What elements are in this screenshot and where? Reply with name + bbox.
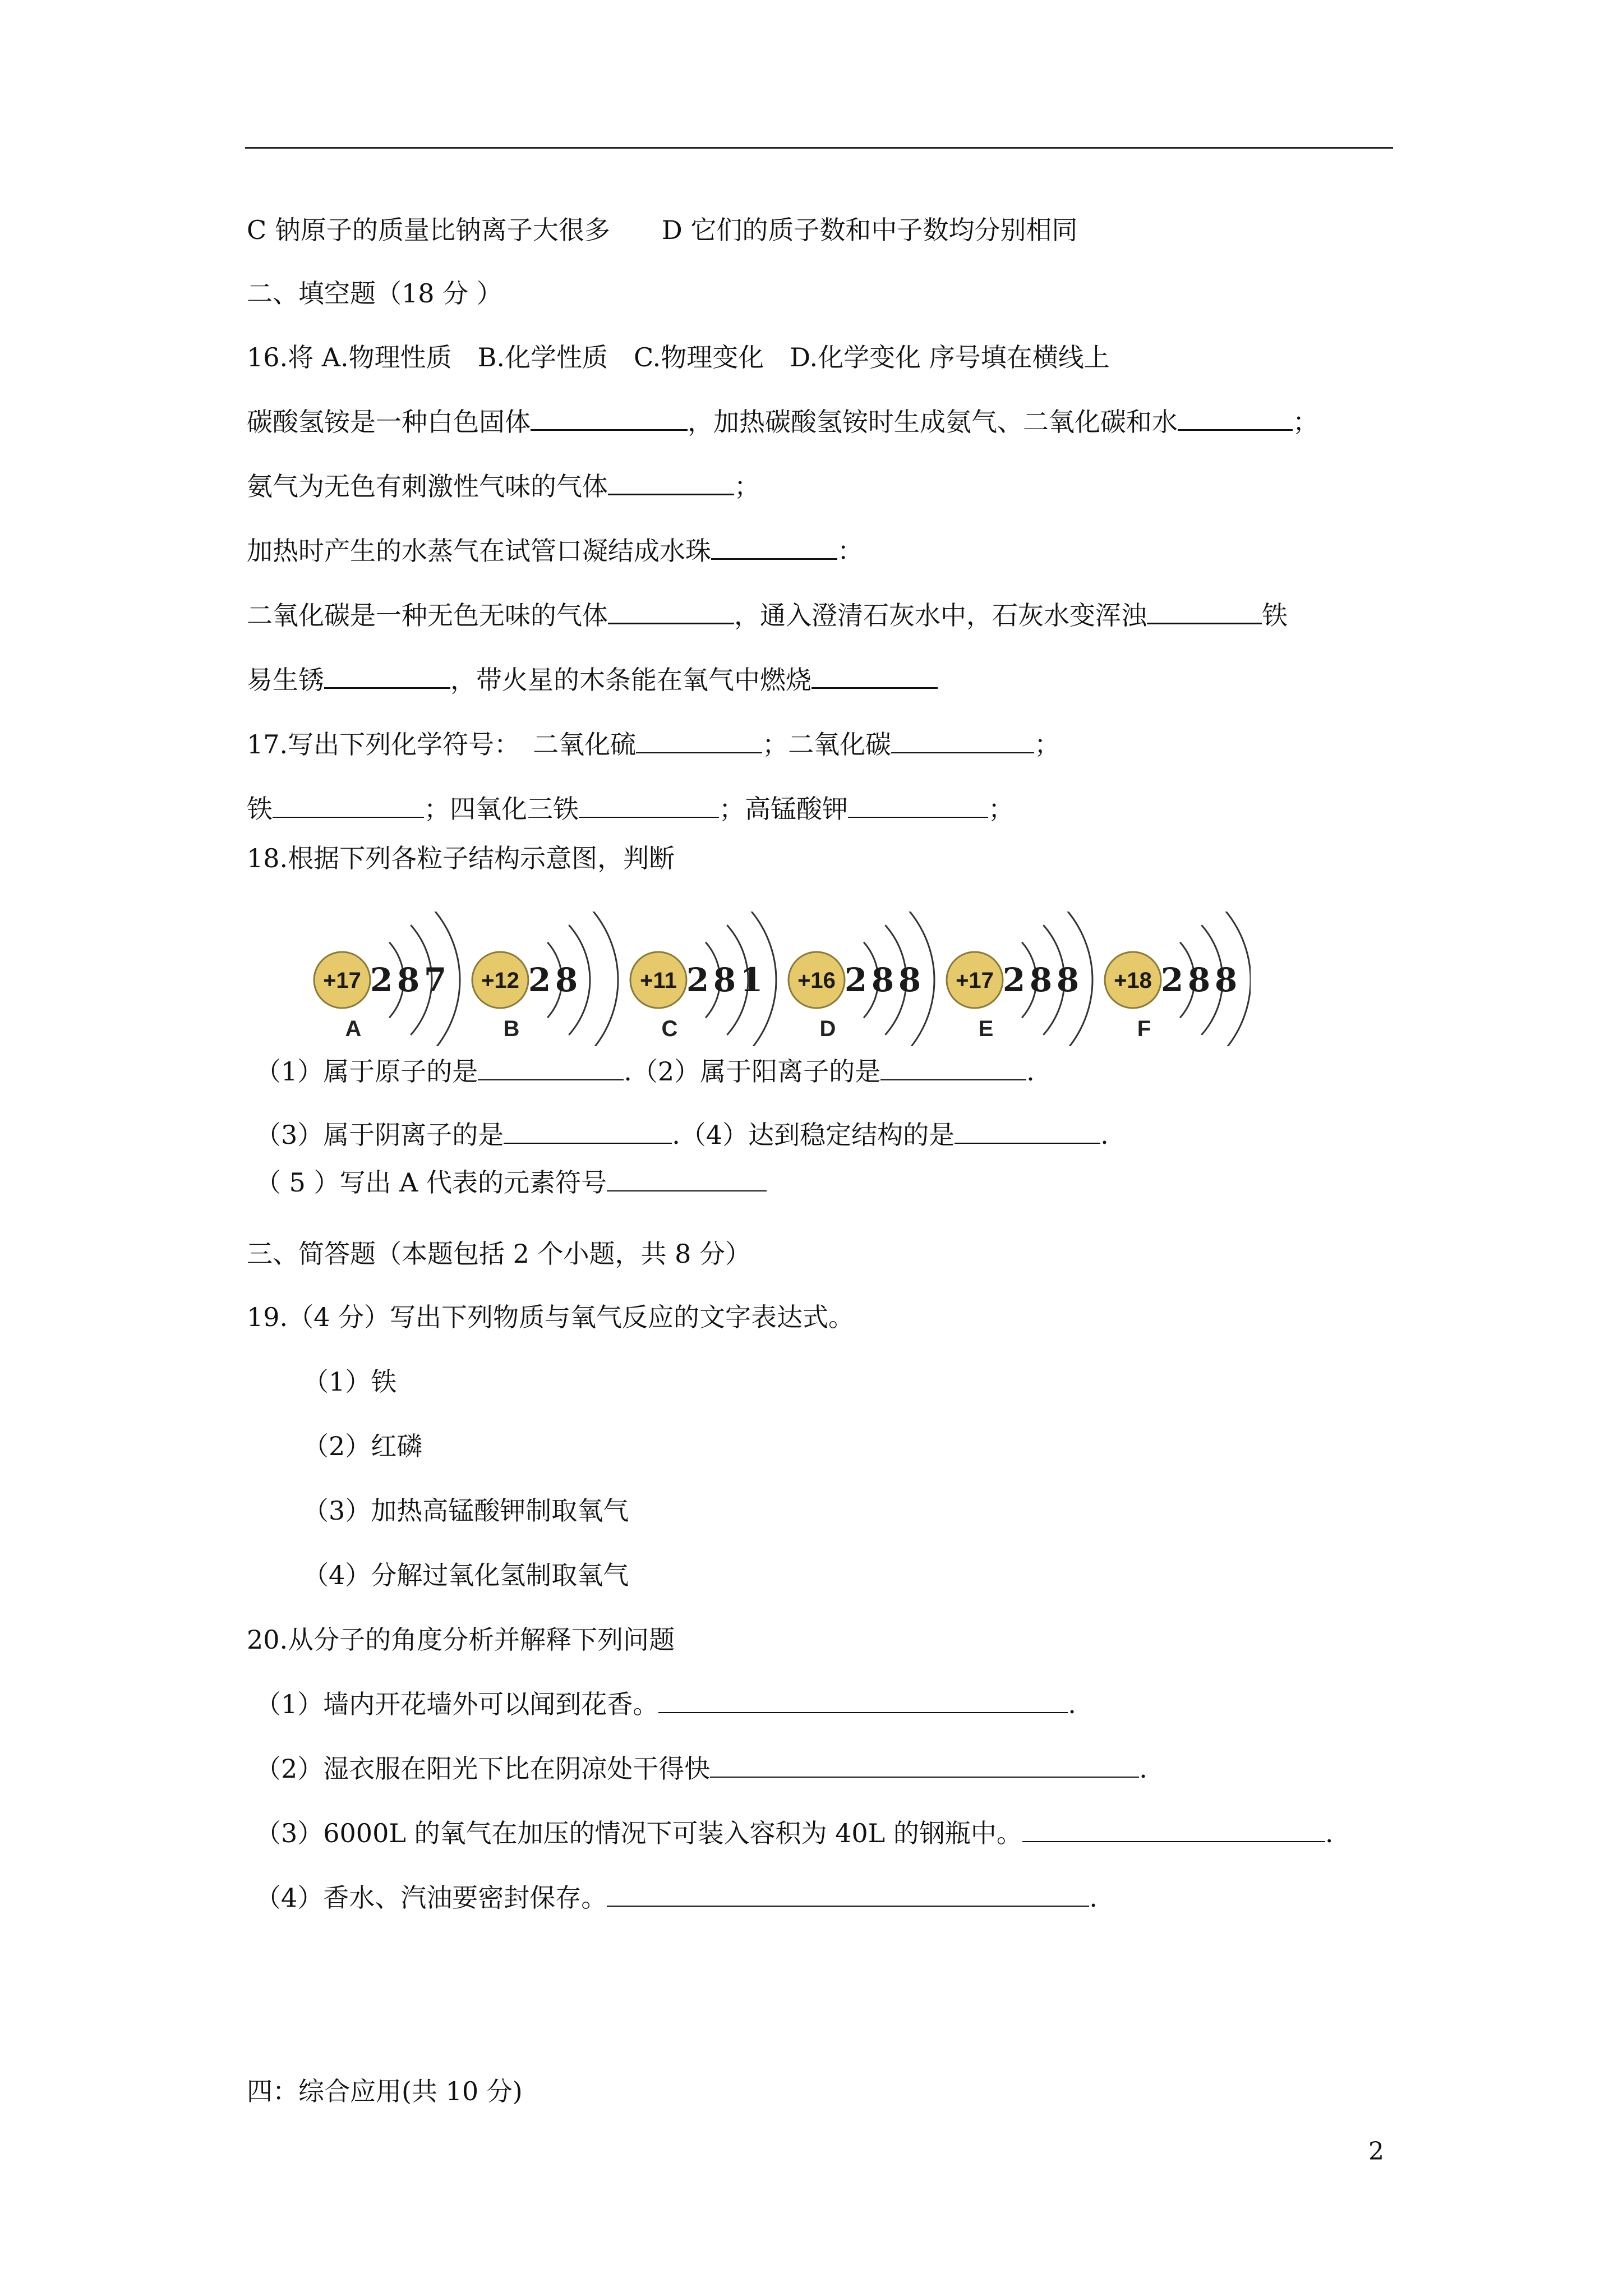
electron-count: 2: [528, 961, 551, 999]
atom-label: A: [345, 1016, 362, 1041]
answer-blank[interactable]: [1147, 599, 1262, 624]
q18-line-2: （3）属于阴离子的是 .（4）达到稳定结构的是 .: [255, 1120, 1109, 1150]
q19-item-1: （1）铁: [303, 1366, 397, 1397]
electron-count: 8: [396, 961, 420, 999]
answer-blank[interactable]: [608, 599, 734, 624]
q20-item-3: （3）6000L 的氧气在加压的情况下可装入容积为 40L 的钢瓶中。 .: [255, 1818, 1334, 1848]
nucleus-charge: +12: [481, 968, 519, 993]
q16-line-1: 碳酸氢铵是一种白色固体 ，加热碳酸氢铵时生成氨气、二氧化碳和水 ；: [247, 407, 1318, 437]
answer-blank[interactable]: [811, 664, 938, 689]
section-3-title: 三、简答题（本题包括 2 个小题，共 8 分）: [247, 1239, 751, 1269]
q16-line-2: 氨气为无色有刺激性气味的气体 ；: [247, 471, 760, 501]
q16-line-3: 加热时产生的水蒸气在试管口凝结成水珠 ：: [247, 536, 863, 566]
electron-count: 2: [1160, 961, 1184, 999]
q19-item-3: （3）加热高锰酸钾制取氧气: [303, 1496, 629, 1526]
nucleus-charge: +18: [1114, 968, 1152, 993]
q18-line-3: （ 5 ）写出 A 代表的元素符号: [255, 1166, 767, 1199]
answer-blank[interactable]: [531, 406, 688, 431]
electron-count: 8: [555, 961, 578, 999]
electron-count: 8: [871, 961, 895, 999]
electron-count: 2: [686, 961, 709, 999]
electron-count: 8: [1029, 961, 1053, 999]
electron-shell-arc: [591, 912, 618, 1046]
electron-count: 8: [1214, 961, 1238, 999]
atom-label: D: [819, 1016, 836, 1041]
electron-count: 8: [713, 961, 736, 999]
answer-blank[interactable]: [891, 729, 1034, 753]
q17-line-2: 铁 ；四氧化三铁 ；高锰酸钾 ；: [247, 794, 1014, 824]
electron-count: 1: [740, 961, 763, 999]
section-4-title: 四：综合应用(共 10 分): [247, 2076, 523, 2106]
electron-count: 2: [370, 961, 393, 999]
nucleus-charge: +17: [956, 968, 994, 993]
electron-count: 2: [844, 961, 868, 999]
nucleus-charge: +16: [797, 968, 836, 993]
answer-blank[interactable]: [607, 1167, 767, 1191]
answer-blank[interactable]: [658, 1688, 1068, 1713]
atom-diagram-d: [789, 912, 934, 1046]
atom-label: C: [661, 1016, 678, 1041]
answer-blank[interactable]: [710, 1753, 1139, 1778]
answer-blank[interactable]: [607, 1882, 1089, 1907]
answer-blank[interactable]: [504, 1119, 672, 1144]
atom-diagram-c: [630, 912, 776, 1046]
q19-item-2: （2）红磷: [303, 1431, 423, 1461]
electron-count: 2: [1002, 961, 1026, 999]
answer-blank[interactable]: [711, 535, 837, 560]
q18-intro: 18.根据下列各粒子结构示意图，判断: [247, 843, 675, 873]
q16-line-4: 二氧化碳是一种无色无味的气体 ，通入澄清石灰水中，石灰水变浑浊 铁: [247, 600, 1288, 631]
answer-blank[interactable]: [608, 470, 734, 495]
atom-diagram-f: [1105, 912, 1251, 1046]
q20-item-2: （2）湿衣服在阳光下比在阴凉处干得快 .: [255, 1754, 1147, 1784]
electron-count: 8: [1056, 961, 1080, 999]
q19-intro: 19.（4 分）写出下列物质与氧气反应的文字表达式。: [247, 1302, 855, 1332]
nucleus-charge: +17: [323, 968, 361, 993]
q16-intro: 16.将 A.物理性质 B.化学性质 C.物理变化 D.化学变化 序号填在横线上: [247, 342, 1110, 372]
q15-options-cd: C 钠原子的质量比钠离子大很多 D 它们的质子数和中子数均分别相同: [247, 215, 1078, 245]
q20-item-1: （1）墙内开花墙外可以闻到花香。 .: [255, 1689, 1076, 1719]
answer-blank[interactable]: [324, 664, 450, 689]
atom-diagram-b: [472, 912, 618, 1046]
answer-blank[interactable]: [955, 1119, 1100, 1144]
electron-count: 8: [898, 961, 921, 999]
atom-label: B: [503, 1016, 520, 1041]
answer-blank[interactable]: [1022, 1818, 1325, 1842]
answer-blank[interactable]: [848, 793, 988, 818]
electron-count: 8: [1187, 961, 1211, 999]
answer-blank[interactable]: [478, 1056, 624, 1080]
q20-intro: 20.从分子的角度分析并解释下列问题: [247, 1625, 675, 1655]
answer-blank[interactable]: [880, 1056, 1026, 1080]
q20-item-4: （4）香水、汽油要密封保存。 .: [255, 1883, 1098, 1913]
q17-line-1: 17.写出下列化学符号： 二氧化硫 ；二氧化碳 ；: [247, 729, 1061, 760]
section-2-title: 二、填空题（18 分 ）: [247, 278, 502, 309]
q19-item-4: （4）分解过氧化氢制取氧气: [303, 1560, 629, 1590]
answer-blank[interactable]: [273, 793, 424, 818]
atom-label: F: [1137, 1016, 1151, 1041]
page-number: 2: [1368, 2137, 1384, 2166]
nucleus-charge: +11: [640, 968, 677, 993]
electron-count: 7: [423, 961, 447, 999]
answer-blank[interactable]: [636, 729, 762, 753]
atom-diagram-e: [947, 912, 1092, 1046]
atom-structure-diagrams: [297, 912, 1251, 1046]
q16-line-5: 易生锈 ，带火星的木条能在氧气中燃烧: [247, 663, 938, 697]
atom-diagram-a: [314, 912, 460, 1046]
answer-blank[interactable]: [579, 793, 719, 818]
answer-blank[interactable]: [1178, 406, 1293, 431]
atom-label: E: [978, 1016, 994, 1041]
header-rule: [245, 147, 1393, 149]
q18-line-1: （1）属于原子的是 .（2）属于阳离子的是 .: [255, 1056, 1035, 1087]
